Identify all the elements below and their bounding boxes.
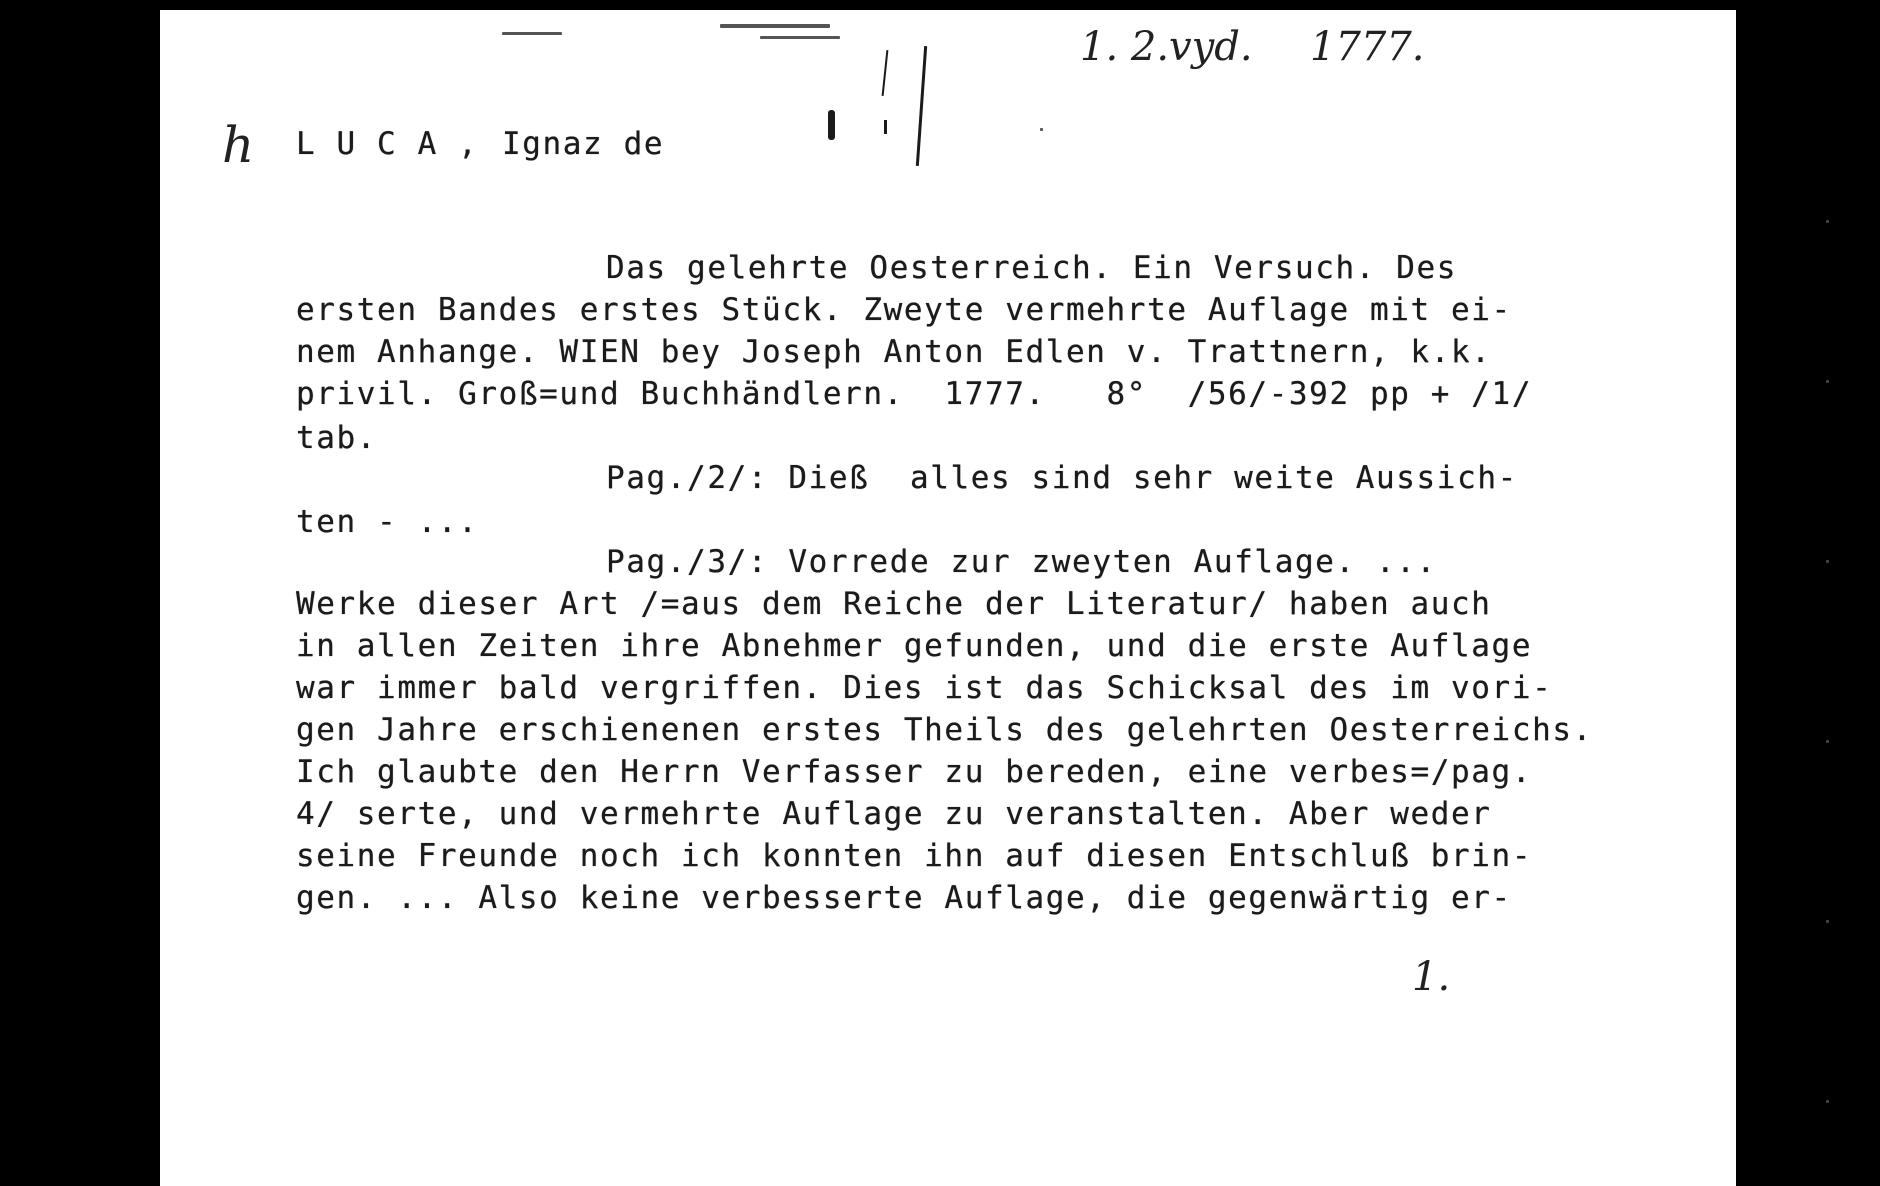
scan-speck [1040, 128, 1043, 131]
author-given-name: Ignaz de [502, 126, 665, 162]
body-line-9: Werke dieser Art /=aus dem Reiche der Literatur/ haben auch [296, 586, 1492, 622]
year-note: 1777. [1310, 24, 1425, 70]
body-line-5: tab. [296, 420, 378, 456]
body-line-2: ersten Bandes erstes Stück. Zweyte vermehrte Auflage mit ei- [296, 292, 1512, 328]
page-number: 1. [1412, 954, 1451, 1000]
author-surname: L U C A , [296, 126, 479, 162]
body-line-3: nem Anhange. WIEN bey Joseph Anton Edlen v. Trattnern, k.k. [296, 334, 1492, 370]
pen-stroke [828, 110, 835, 140]
body-line-14: 4/ serte, und vermehrte Auflage zu veranstalten. Aber weder [296, 796, 1492, 832]
body-line-16: gen. ... Also keine verbesserte Auflage, die gegenwärtig er- [296, 880, 1512, 916]
catalog-card [160, 10, 1736, 1186]
scan-edge-mark [1826, 920, 1829, 923]
edition-note: 1. 2.vyd. [1080, 24, 1253, 70]
scan-edge-mark [1826, 1100, 1829, 1103]
scan-speck [760, 36, 840, 39]
body-line-6: Pag./2/: Dieß alles sind sehr weite Aussich- [606, 460, 1518, 496]
pen-stroke [884, 120, 887, 134]
scan-speck [720, 24, 830, 28]
body-line-7: ten - ... [296, 504, 479, 540]
body-line-4: privil. Groß=und Buchhändlern. 1777. 8° /56/-392 pp + /1/ [296, 376, 1533, 412]
pen-stroke [882, 50, 889, 96]
body-line-12: gen Jahre erschienenen erstes Theils des gelehrten Oesterreichs. [296, 712, 1593, 748]
pen-stroke [916, 46, 927, 166]
body-line-11: war immer bald vergriffen. Dies ist das Schicksal des im vori- [296, 670, 1553, 706]
scan-edge-mark [1826, 560, 1829, 563]
body-line-13: Ich glaubte den Herrn Verfasser zu bereden, eine verbes=/pag. [296, 754, 1533, 790]
margin-mark: h [222, 116, 255, 174]
body-line-10: in allen Zeiten ihre Abnehmer gefunden, und die erste Auflage [296, 628, 1533, 664]
body-line-15: seine Freunde noch ich konnten ihn auf diesen Entschluß brin- [296, 838, 1533, 874]
body-line-1: Das gelehrte Oesterreich. Ein Versuch. Des [606, 250, 1458, 286]
body-line-8: Pag./3/: Vorrede zur zweyten Auflage. ... [606, 544, 1437, 580]
scan-edge-mark [1826, 220, 1829, 223]
scan-speck [502, 32, 562, 35]
scan-edge-mark [1826, 740, 1829, 743]
scan-edge-mark [1826, 380, 1829, 383]
